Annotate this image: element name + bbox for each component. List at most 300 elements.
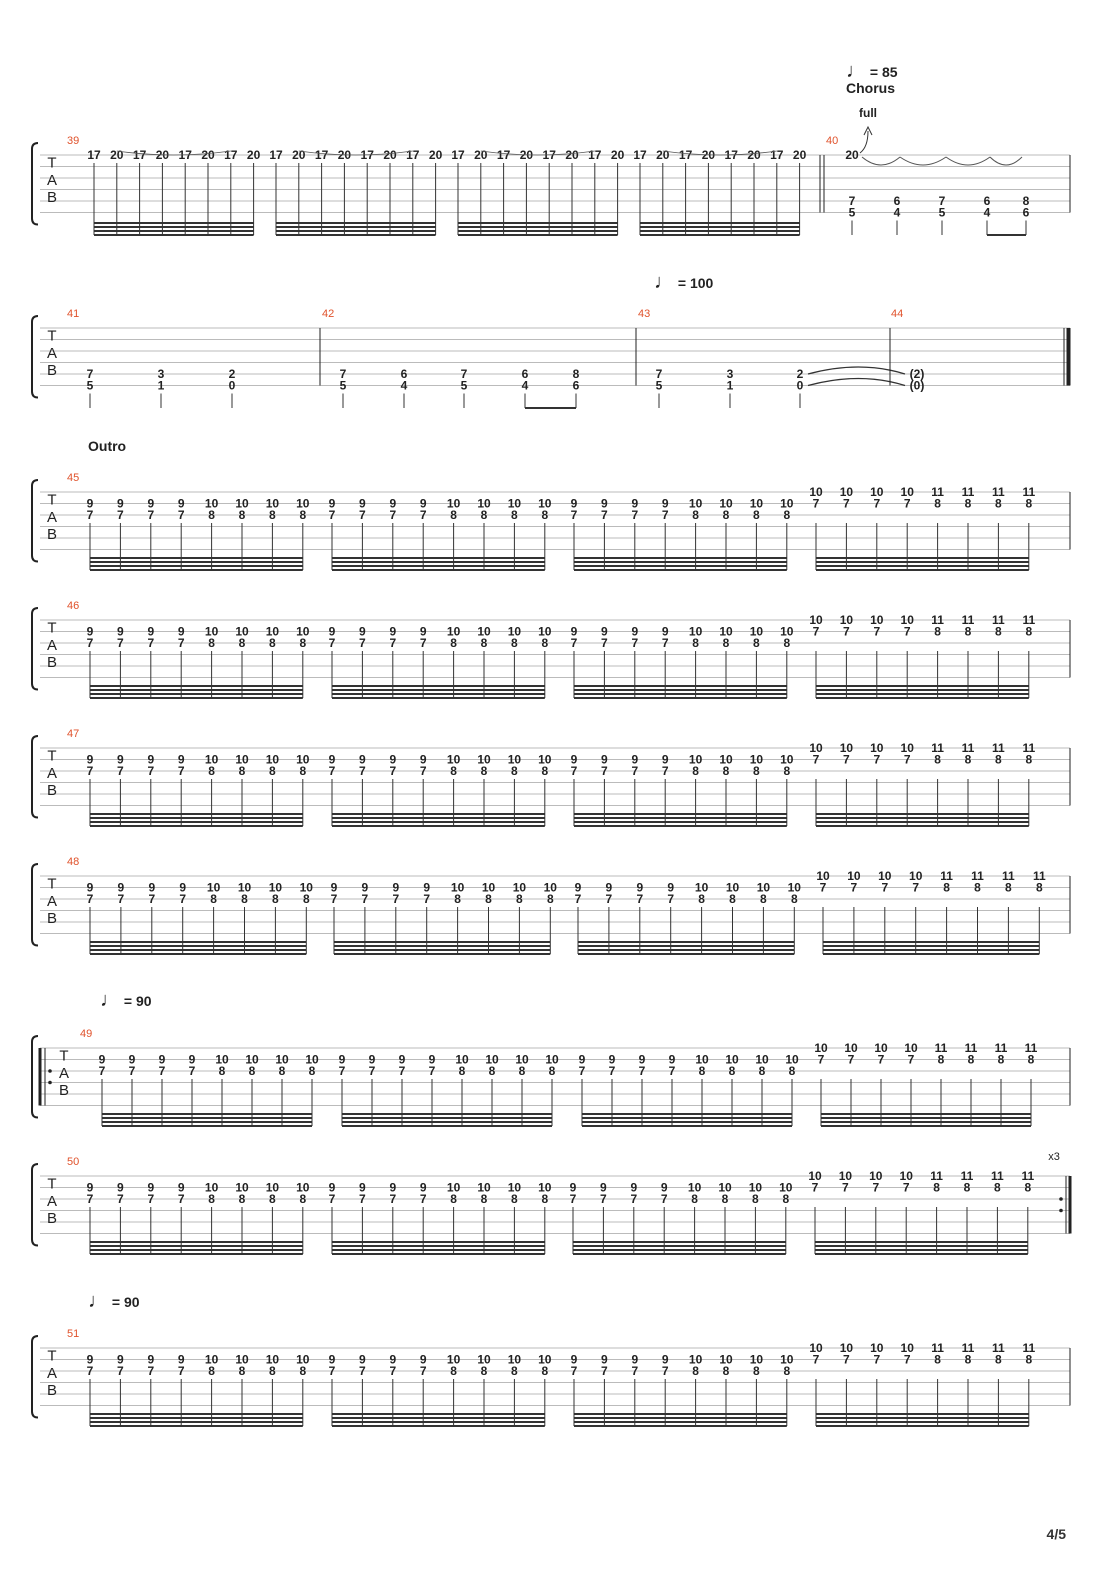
fret-number: 7 [881, 880, 889, 895]
fret-number: 7 [570, 764, 578, 778]
fret-number: 7 [338, 1064, 346, 1078]
fret-number: 9 [661, 624, 669, 639]
fret-number: 7 [811, 1180, 819, 1195]
fret-number: 7 [638, 1064, 646, 1078]
fret-number: 9 [389, 1180, 397, 1195]
fret-number: 10 [688, 624, 703, 639]
fret-number: 8 [964, 624, 972, 639]
fret-number: 7 [419, 764, 427, 778]
fret-number: 17 [588, 148, 602, 162]
fret-number: 9 [578, 1052, 586, 1067]
fret-number: 7 [631, 508, 639, 522]
measure-number: 50 [67, 1156, 80, 1168]
fret-number: 9 [667, 880, 675, 895]
fret-number: 7 [574, 892, 582, 906]
fret-number: 9 [86, 624, 94, 639]
fret-number: 9 [600, 1180, 607, 1195]
fret-number: 11 [960, 1169, 974, 1183]
fret-number: 10 [870, 1341, 884, 1355]
fret-number: 8 [934, 624, 941, 639]
fret-number: 10 [899, 1169, 913, 1183]
fret-number: 10 [844, 1041, 858, 1055]
fret-number: 8 [450, 1192, 457, 1206]
fret-number: 7 [428, 1064, 436, 1078]
fret-number: 10 [446, 1180, 461, 1195]
fret-number: 7 [419, 1192, 427, 1206]
tab-letter-b: B [46, 1210, 58, 1228]
fret-number: 9 [117, 1352, 124, 1367]
tie [900, 157, 946, 165]
fret-number: 8 [974, 880, 981, 895]
fret-number: 8 [299, 1364, 307, 1378]
fret-number: 7 [668, 1064, 676, 1078]
fret-number: 7 [117, 508, 124, 522]
fret-number: 8 [541, 508, 549, 522]
fret-number: 7 [578, 1064, 586, 1078]
fret-number: 8 [241, 892, 248, 906]
fret-number: 11 [1022, 741, 1036, 755]
fret-number: 10 [235, 1352, 249, 1367]
fret-number: 7 [328, 764, 336, 778]
tab-staff [32, 1328, 1070, 1426]
fret-number: 10 [206, 880, 221, 895]
fret-number: 10 [809, 741, 823, 755]
fret-number: 7 [147, 764, 155, 778]
tab-letter-t: T [47, 1347, 57, 1365]
system-bracket [32, 143, 38, 225]
fret-number: 7 [601, 764, 608, 778]
tab-letter-b: B [46, 654, 58, 672]
fret-number: 9 [631, 1352, 639, 1367]
repeat-dot [48, 1081, 52, 1085]
fret-number: 11 [931, 741, 944, 755]
fret-number: 9 [188, 1052, 196, 1067]
fret-number: 8 [299, 636, 307, 650]
fret-number: 9 [86, 1180, 94, 1195]
fret-number: 8 [485, 892, 492, 906]
fret-number: 11 [931, 1341, 944, 1355]
fret-number: 8 [967, 1052, 975, 1067]
fret-number: 10 [507, 1352, 522, 1367]
tab-staff [32, 728, 1070, 826]
fret-number: 7 [147, 1192, 155, 1206]
fret-number: 8 [541, 636, 549, 650]
fret-number: 7 [339, 367, 347, 381]
fret-number: 8 [760, 892, 767, 906]
fret-number: 7 [631, 636, 639, 650]
measure-number: 40 [826, 135, 839, 147]
fret-number: 8 [488, 1064, 496, 1078]
fret-number: 7 [873, 624, 881, 639]
fret-number: 8 [783, 508, 791, 522]
tab-letter-t: T [47, 154, 57, 172]
fret-number: 10 [275, 1052, 289, 1067]
fret-number: 20 [110, 148, 124, 162]
fret-number: 9 [368, 1052, 376, 1067]
fret-number: 17 [224, 148, 238, 162]
fret-number: 11 [934, 1041, 948, 1055]
fret-number: 10 [779, 1180, 793, 1195]
fret-number: 10 [809, 613, 823, 627]
fret-number: 9 [428, 1052, 436, 1067]
quarter-note-icon: ♩ [88, 1290, 108, 1312]
fret-number: 9 [147, 1352, 155, 1367]
quarter-note-icon: ♩ [100, 989, 120, 1011]
system-bracket [32, 480, 38, 562]
fret-number: 9 [328, 1180, 336, 1195]
fret-number: 9 [359, 496, 366, 511]
fret-number: 10 [780, 752, 794, 767]
fret-number: 8 [934, 752, 941, 767]
fret-number: 8 [995, 752, 1002, 767]
fret-number: 10 [235, 624, 249, 639]
fret-number: 9 [660, 1180, 668, 1195]
fret-number: 10 [538, 496, 552, 511]
fret-number: 9 [117, 880, 125, 895]
fret-number: 20 [792, 148, 807, 162]
fret-number: 9 [601, 1352, 608, 1367]
fret-number: 7 [661, 636, 669, 650]
fret-number: 8 [1027, 1052, 1035, 1067]
fret-number: 11 [1021, 1169, 1035, 1183]
fret-number: 7 [419, 508, 427, 522]
fret-number: 10 [900, 741, 914, 755]
measure-number: 45 [67, 472, 80, 484]
fret-number: 20 [292, 148, 306, 162]
fret-number: 9 [661, 752, 669, 767]
tab-staff [32, 472, 1070, 570]
fret-number: 8 [1025, 752, 1033, 767]
fret-number: 17 [496, 148, 511, 162]
fret-number: 7 [661, 1364, 669, 1378]
fret-number: 7 [847, 1052, 855, 1067]
fret-number: 8 [511, 1364, 518, 1378]
fret-number: 7 [330, 892, 338, 906]
fret-number: 10 [870, 741, 884, 755]
fret-number: 8 [758, 1064, 766, 1078]
fret-number: 9 [601, 624, 608, 639]
fret-number: 7 [158, 1064, 166, 1078]
fret-number: 7 [661, 764, 669, 778]
fret-number: 7 [570, 508, 578, 522]
fret-number: 11 [1022, 1341, 1036, 1355]
fret-number: 17 [542, 148, 556, 162]
tab-letter-a: A [46, 636, 58, 654]
repeat-dot [1059, 1209, 1063, 1213]
fret-number: 7 [460, 367, 468, 381]
fret-number: 10 [756, 880, 771, 895]
fret-number: 7 [877, 1052, 885, 1067]
fret-number: 9 [117, 496, 124, 511]
quarter-note-icon: ♩ [654, 271, 674, 293]
fret-number: 6 [1022, 205, 1030, 220]
fret-number: 9 [419, 752, 427, 767]
fret-number: 7 [359, 508, 366, 522]
fret-number: 17 [633, 148, 647, 162]
fret-number: 7 [328, 508, 336, 522]
fret-number: 8 [753, 636, 760, 650]
fret-number: 11 [1022, 485, 1036, 499]
fret-number: 11 [931, 613, 944, 627]
fret-number: 10 [538, 1352, 552, 1367]
fret-number: 7 [359, 1192, 366, 1206]
fret-number: 10 [719, 496, 733, 511]
fret-number: 9 [601, 496, 608, 511]
fret-number: 9 [419, 1180, 427, 1195]
fret-number: 9 [158, 1052, 166, 1067]
fret-number: 10 [265, 624, 280, 639]
quarter-note-icon: ♩ [846, 60, 866, 82]
fret-number: 10 [477, 624, 491, 639]
fret-number: 10 [787, 880, 801, 895]
fret-number: 8 [208, 1192, 215, 1206]
fret-number: 20 [747, 148, 761, 162]
fret-number: 8 [208, 636, 215, 650]
fret-number: 8 [238, 764, 246, 778]
fret-number: 8 [480, 1364, 488, 1378]
fret-number: 7 [843, 624, 850, 639]
fret-number: 9 [328, 1352, 336, 1367]
fret-number: 8 [995, 496, 1002, 511]
fret-number: 7 [389, 1192, 397, 1206]
fret-number: 8 [964, 496, 972, 511]
fret-number: 9 [147, 496, 155, 511]
fret-number: 8 [994, 1180, 1001, 1195]
fret-number: 8 [458, 1064, 466, 1078]
tab-letter-a: A [46, 764, 58, 782]
fret-number: 7 [359, 636, 366, 650]
fret-number: 8 [722, 1364, 730, 1378]
fret-number: 8 [480, 636, 488, 650]
fret-number: 7 [842, 1180, 849, 1195]
fret-number: 9 [389, 752, 397, 767]
fret-number: 8 [963, 1180, 971, 1195]
fret-number: 10 [245, 1052, 259, 1067]
section-label-chorus: Chorus [846, 80, 895, 96]
fret-number: 9 [601, 752, 608, 767]
fret-number: 9 [98, 1052, 106, 1067]
fret-number: 10 [749, 496, 764, 511]
fret-number: 10 [904, 1041, 918, 1055]
fret-number: 10 [507, 624, 522, 639]
measure-number: 47 [67, 728, 80, 740]
fret-number: 9 [419, 624, 427, 639]
fret-number: 8 [722, 636, 730, 650]
fret-number: 8 [995, 1352, 1002, 1367]
fret-number: 8 [788, 1064, 796, 1078]
system-bracket [32, 608, 38, 690]
fret-number: 8 [541, 1364, 549, 1378]
fret-number: 11 [992, 741, 1005, 755]
fret-number: 9 [177, 752, 185, 767]
fret-number: 7 [843, 752, 850, 767]
fret-number: 8 [269, 1364, 276, 1378]
fret-number: 9 [128, 1052, 136, 1067]
fret-number: 9 [392, 880, 400, 895]
fret-number: 7 [398, 1064, 406, 1078]
fret-number: 7 [147, 636, 155, 650]
fret-number: 10 [719, 624, 733, 639]
fret-number: 7 [902, 1180, 910, 1195]
tab-letter-b: B [46, 910, 58, 928]
fret-number: 8 [208, 508, 215, 522]
tempo-text: = 90 [111, 1294, 140, 1310]
fret-number: 10 [749, 752, 764, 767]
fret-number: 11 [940, 869, 953, 883]
fret-number: 7 [389, 1364, 397, 1378]
fret-number: 8 [934, 496, 941, 511]
fret-number: 8 [997, 1052, 1005, 1067]
tempo-text: = 85 [869, 64, 898, 80]
fret-number: 6 [521, 367, 529, 381]
fret-number: 8 [272, 892, 279, 906]
fret-number: 9 [570, 496, 578, 511]
fret-number: 7 [903, 496, 911, 511]
fret-number: 8 [692, 764, 699, 778]
fret-number: 8 [728, 1064, 736, 1078]
fret-number: 11 [931, 485, 944, 499]
fret-number: 9 [86, 752, 94, 767]
fret-number: 7 [177, 636, 185, 650]
tab-letter-b: B [46, 362, 58, 380]
fret-number: 10 [265, 1180, 280, 1195]
fret-number: 7 [608, 1064, 616, 1078]
fret-number: 7 [179, 892, 187, 906]
fret-number: 10 [847, 869, 861, 883]
fret-number: 7 [419, 1364, 427, 1378]
fret-number: 7 [147, 508, 155, 522]
fret-number: 9 [117, 1180, 124, 1195]
fret-number: 9 [605, 880, 613, 895]
fret-number: 8 [1025, 624, 1033, 639]
fret-number: 8 [943, 880, 950, 895]
fret-number: 8 [790, 892, 798, 906]
fret-number: 9 [179, 880, 187, 895]
fret-number: 17 [178, 148, 192, 162]
tab-letter-t: T [47, 491, 57, 509]
fret-number: 10 [780, 496, 794, 511]
fret-number: 10 [235, 1180, 249, 1195]
fret-number: 9 [177, 1352, 185, 1367]
tab-letter-a: A [46, 171, 58, 189]
fret-number: 2 [228, 367, 236, 381]
fret-number: 8 [269, 636, 276, 650]
fret-number: 7 [812, 1352, 820, 1367]
fret-number: 7 [636, 892, 644, 906]
tab-letter-a: A [46, 892, 58, 910]
fret-number: 8 [269, 1192, 276, 1206]
tab-letter-b: B [46, 526, 58, 544]
fret-number: 10 [477, 752, 491, 767]
fret-number: 9 [147, 624, 155, 639]
fret-number: 7 [86, 636, 94, 650]
tie [862, 157, 900, 165]
fret-number: 7 [117, 892, 125, 906]
fret-number: 10 [204, 496, 219, 511]
fret-number: 7 [86, 1192, 94, 1206]
fret-number: 7 [569, 1192, 577, 1206]
fret-number: 8 [722, 508, 730, 522]
fret-number: 10 [909, 869, 923, 883]
fret-number: 7 [660, 1192, 668, 1206]
fret-number: 7 [601, 1364, 608, 1378]
fret-number: 7 [188, 1064, 196, 1078]
fret-number: 8 [1024, 1180, 1032, 1195]
fret-number: 9 [661, 1352, 669, 1367]
fret-number: 9 [328, 496, 336, 511]
fret-number: 8 [511, 1192, 518, 1206]
fret-number: 17 [314, 148, 329, 162]
fret-number: 8 [1035, 880, 1043, 895]
fret-number: 8 [546, 892, 554, 906]
fret-number: 10 [809, 485, 823, 499]
fret-number: 9 [574, 880, 582, 895]
fret-number: 8 [541, 1192, 549, 1206]
fret-number: 10 [512, 880, 527, 895]
fret-number: 10 [545, 1052, 559, 1067]
fret-number: 8 [692, 508, 699, 522]
fret-number: 8 [1022, 194, 1030, 208]
fret-number: 8 [299, 508, 307, 522]
fret-number: 8 [729, 892, 736, 906]
fret-number: 9 [328, 752, 336, 767]
fret-number: 7 [117, 1364, 124, 1378]
fret-number: 7 [873, 752, 881, 767]
fret-number: 10 [870, 485, 884, 499]
fret-number: 11 [991, 1169, 1004, 1183]
fret-number: 10 [900, 613, 914, 627]
fret-number: 8 [269, 764, 276, 778]
tab-letter-a: A [46, 344, 58, 362]
fret-number: 10 [481, 880, 496, 895]
fret-number: 9 [668, 1052, 676, 1067]
fret-number: 9 [389, 496, 397, 511]
fret-number: (0) [909, 378, 925, 393]
bend-label: full [859, 106, 877, 120]
fret-number: 8 [450, 636, 457, 650]
fret-number: 8 [995, 624, 1002, 639]
fret-number: 7 [148, 892, 156, 906]
fret-number: 7 [389, 508, 397, 522]
fret-number: 10 [780, 1352, 794, 1367]
fret-number: 7 [938, 194, 946, 208]
fret-number: 7 [843, 496, 850, 511]
fret-number: 7 [601, 508, 608, 522]
fret-number: 9 [147, 752, 155, 767]
fret-number: 8 [548, 1064, 556, 1078]
fret-number: 5 [460, 378, 468, 393]
fret-number: 8 [308, 1064, 316, 1078]
fret-number: (2) [909, 367, 925, 381]
tab-letter-t: T [47, 1175, 57, 1193]
fret-number: 10 [477, 1180, 491, 1195]
fret-number: 8 [753, 764, 760, 778]
fret-number: 9 [361, 880, 369, 895]
fret-number: 9 [419, 1352, 427, 1367]
fret-number: 10 [839, 485, 854, 499]
fret-number: 9 [631, 496, 639, 511]
measure-number: 43 [638, 308, 651, 320]
system-bracket [32, 864, 38, 946]
tab-letter-b: B [46, 189, 58, 207]
fret-number: 8 [964, 1352, 972, 1367]
system-bracket [32, 1036, 38, 1118]
measure-number: 49 [80, 1028, 93, 1040]
fret-number: 10 [477, 1352, 491, 1367]
fret-number: 7 [419, 636, 427, 650]
fret-number: 8 [937, 1052, 945, 1067]
fret-number: 7 [570, 636, 578, 650]
